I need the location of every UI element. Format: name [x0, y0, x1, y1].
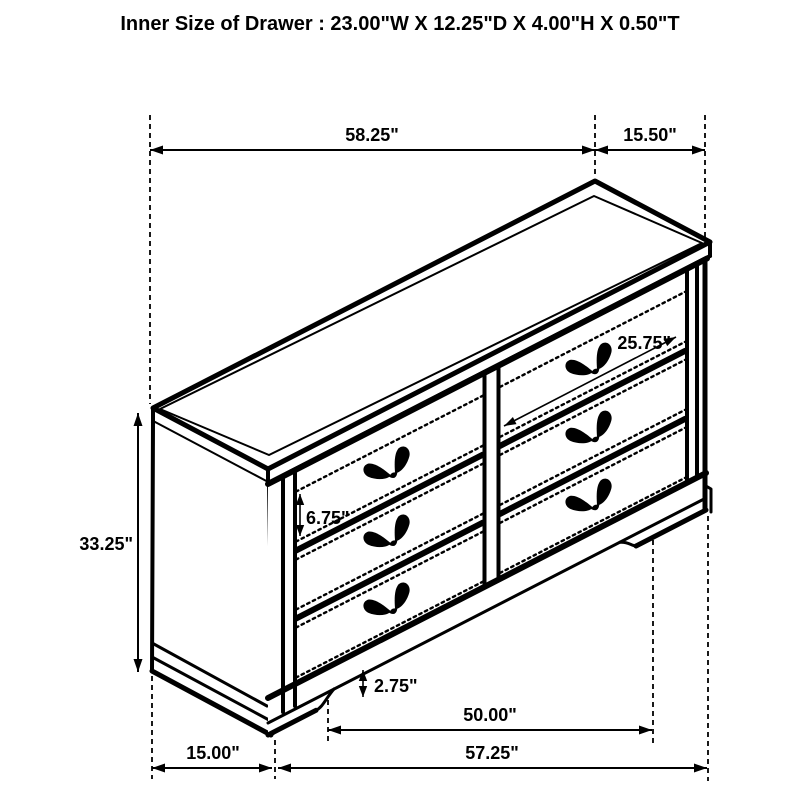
dimension-label-overall-height: 33.25": [79, 534, 133, 554]
dimension-label-base-width: 57.25": [465, 743, 519, 763]
dimension-side-depth: [152, 743, 272, 773]
dimension-label-drawer-front-height: 6.75": [306, 508, 350, 528]
dimension-overall-height: [79, 413, 142, 672]
dresser-left-side: [152, 422, 273, 735]
dimension-label-foot-height: 2.75": [374, 676, 418, 696]
dimension-top-width: [150, 125, 595, 155]
dimension-label-base-inner-width: 50.00": [463, 705, 517, 725]
dimension-base-inner-width: [328, 705, 652, 735]
dimension-label-top-width: 58.25": [345, 125, 399, 145]
dresser-drawing: [152, 181, 711, 735]
dimension-top-depth: [595, 125, 705, 155]
dimension-label-side-depth: 15.00": [186, 743, 240, 763]
dimension-base-width: [278, 743, 707, 773]
dimension-label-drawer-width: 25.75": [617, 333, 671, 353]
dimension-label-top-depth: 15.50": [623, 125, 677, 145]
page-title: Inner Size of Drawer : 23.00"W X 12.25"D X 4.00"H X 0.50"T: [120, 13, 680, 35]
